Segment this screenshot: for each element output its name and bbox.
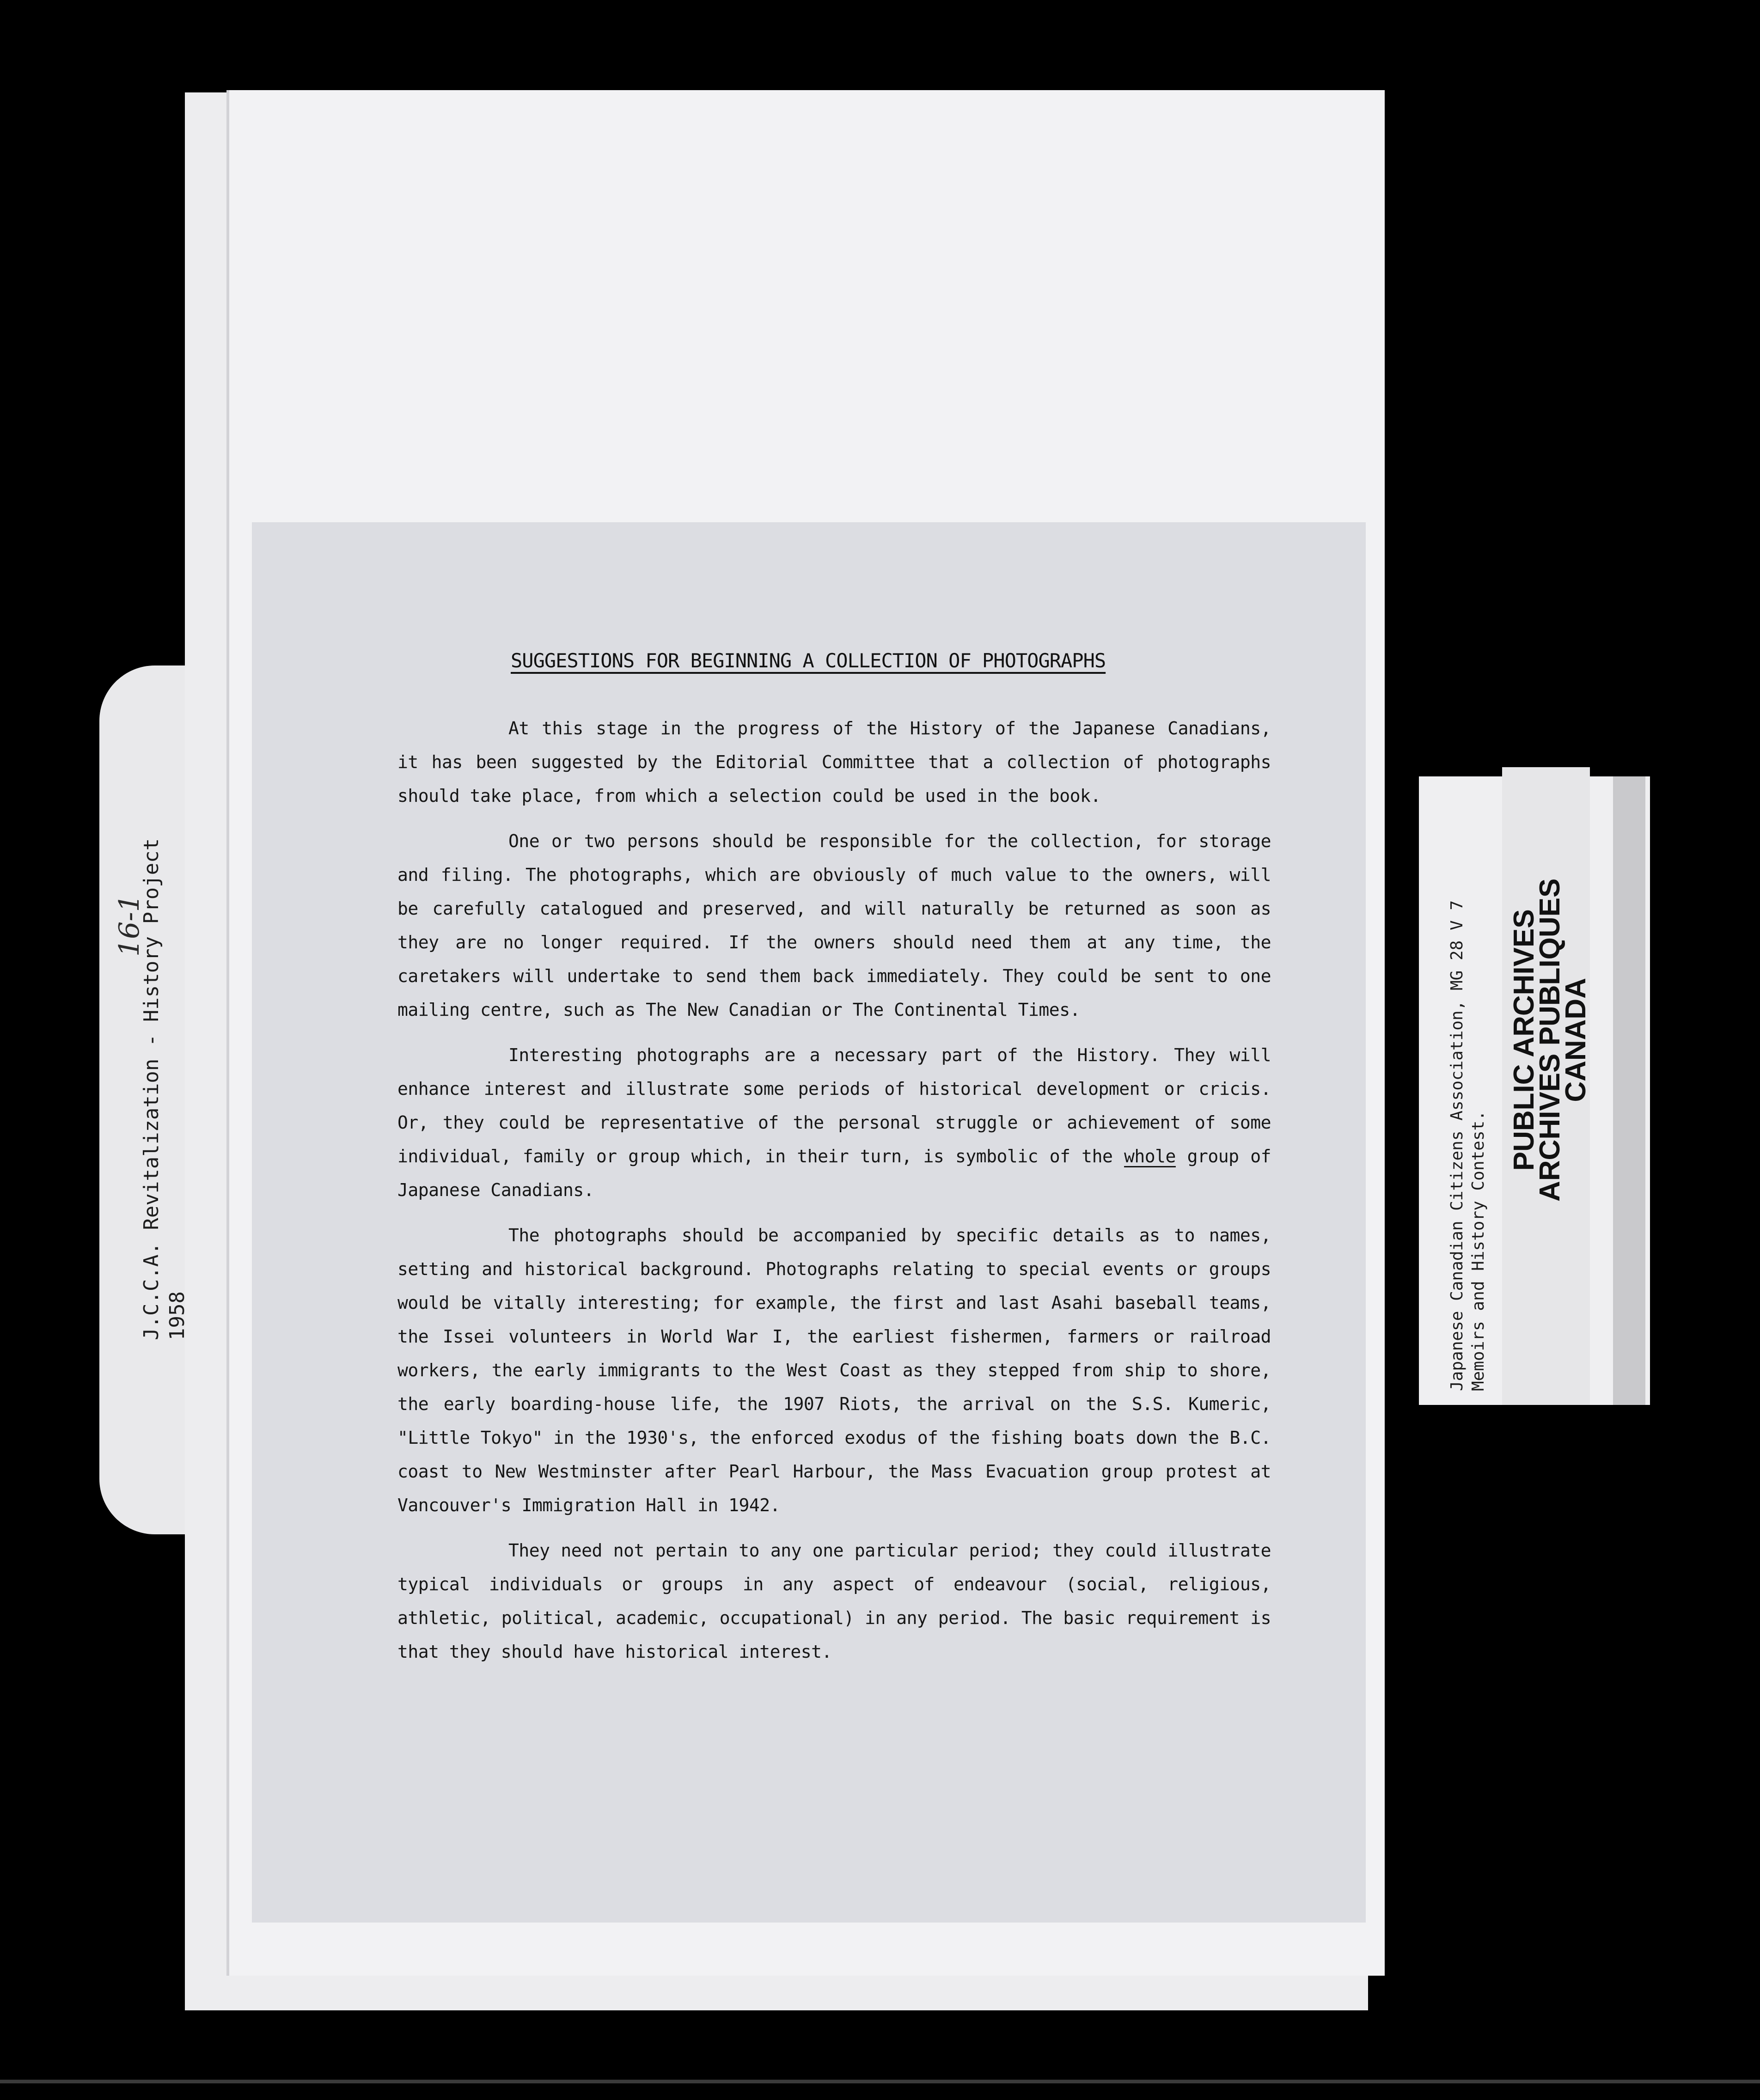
paragraph-4: The photographs should be accompanied by specific details as to names, setting and historical background. Photographs relating to special events or groups would be vitally interesting; for example, the first and last Asahi baseball teams, the Issei volunteers in World War I, the earliest fishermen, farmers or railroad workers, the early immigrants to the West Coast as they stepped from ship to shore, the early boarding-house life, the 1907 Riots, the arrival on the S.S. Kumeric, "Little Tokyo" in the 1930's, the enforced exodus of the fishing boats down the B.C. coast to New Westminster after Pearl Harbour, the Mass Evacuation group protest at Vancouver's Immigration Hall in 1942. (397, 1225, 1271, 1515)
paragraph-3-text: Interesting photographs are a necessary part of the History. They will enhance interest and illustrate some periods of historical development or cricis. Or, they could be representative of the personal struggle or achievement of some individual, family or group which, in their turn, is symbolic of the (397, 1045, 1271, 1166)
stamp-line1: PUBLIC ARCHIVES (1508, 909, 1540, 1171)
folder-number: 16-1 (113, 894, 146, 957)
archive-slip-edge (1613, 776, 1645, 1405)
paragraph-3-tail: group of Japanese Canadians. (397, 1146, 1271, 1200)
paragraph-5: They need not pertain to any one particular period; they could illustrate typical individuals or groups in any aspect of endeavour (social, religious, athletic, political, academic, occupational) in any period. The basic requirement is that they should have historical interest. (397, 1540, 1271, 1662)
underlined-word: whole (1124, 1146, 1176, 1166)
stamp-line2: ARCHIVES PUBLIQUES (1534, 878, 1566, 1202)
paragraph-1: At this stage in the progress of the History of the Japanese Canadians, it has been suggested by the Editorial Committee that a collection of photographs should take place, from which a selection could be used in the book. (397, 718, 1271, 806)
folder-label (139, 693, 190, 1340)
stamp-line3: CANADA (1560, 978, 1592, 1102)
paragraph-3 (397, 1038, 1271, 1207)
film-edge-scratch (0, 2080, 1760, 2083)
archive-reference-line1: Japanese Canadian Citizens Association, MG 28 V 7 (1448, 900, 1467, 1391)
document-body (397, 712, 1271, 1680)
archive-reference (1447, 900, 1489, 1391)
document-title: SUGGESTIONS FOR BEGINNING A COLLECTION OF PHOTOGRAPHS (511, 649, 1106, 672)
archive-reference-line2: Memoirs and History Contest. (1469, 1111, 1488, 1391)
archives-stamp (1508, 878, 1592, 1202)
paragraph-2: One or two persons should be responsible for the collection, for storage and filing. The photographs, which are obviously of much value to the owners, will be carefully catalogued and preserved, and will naturally be returned as soon as they are no longer required. If the owners should need them at any time, the caretakers will undertake to send them back immediately. They could be sent to one mailing centre, such as The New Canadian or The Continental Times. (397, 831, 1271, 1020)
folder-label-line2: 1958 (165, 1291, 189, 1340)
folder-label-line1: J.C.C.A. Revitalization - History Project (140, 838, 163, 1340)
